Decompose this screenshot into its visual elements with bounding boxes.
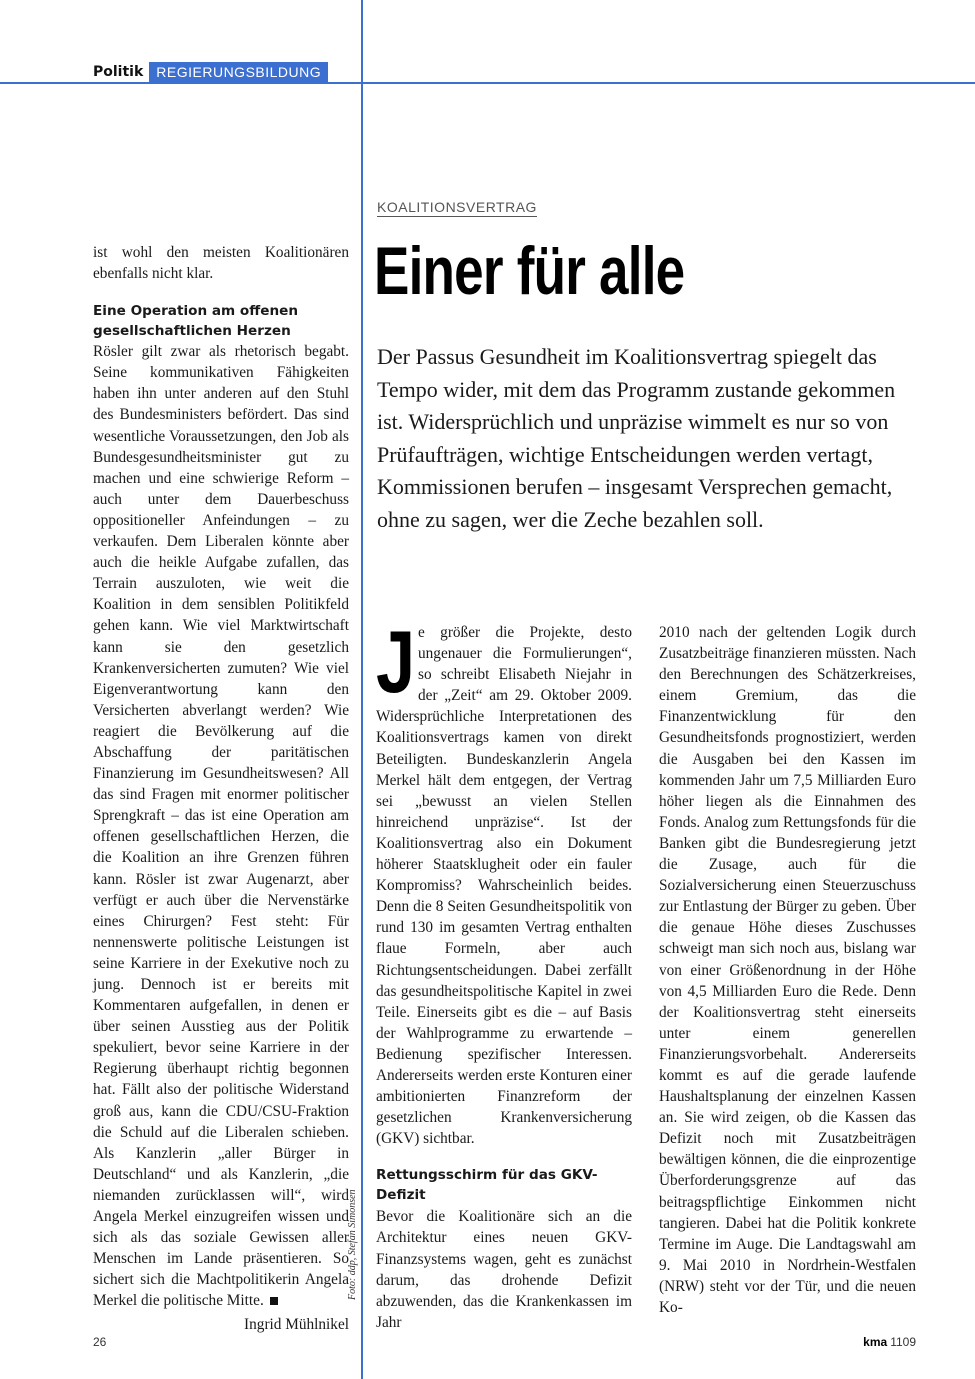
left-body-text: Rösler gilt zwar als rhetorisch begabt. Seine kommunikativen Fähigkeiten haben ihn unter anderen auf den Stuhl des Bundesministers befördert. Das sind wesentliche Voraussetzungen, den Job als Bundesgesundheitsminister gut zu machen und eine schwierige Reform – auch unter dem Dauerbeschuss oppositioneller Anfeindungen – zu verkaufen. Dem Liberalen könnte aber auch die heikle Aufgabe zufallen, das Terrain auszuloten, wie weit die Koalition in dem sensiblen Politikfeld gehen kann. Wie viel Marktwirtschaft kann sie den gesetzlich Krankenversicherten zumuten? Wie viel Eigenverantwortung kann den Versicherten abverlangt werden? Wie reagiert die Bevölkerung auf die Abschaffung der paritätischen Finanzierung im Gesundheitswesen? All das sind Fragen mit enormer politischer Sprengkraft – das ist eine Operation am offenen gesellschaftlichen Herzen, die die Koalition an ihre Grenzen führen kann. Rösler ist zwar Augenarzt, aber verfügt er auch über die Nervenstärke eines Chirurgen? Fest steht: Für nennenswerte politische Leistungen ist seine Karriere in der Exekutive noch zu jung. Dennoch ist er bereits mit Kommentaren aufgefallen, in denen er über seinen Ausstieg aus der Politik spekuliert, bevor seine Karriere in der Regierung überhaupt richtig begonnen hat. Fällt also der politische Widerstand groß aus, kann die CDU/CSU-Fraktion die Schuld auf die Liberalen schieben. Als Kanzlerin „aller Bürger in Deutschland“ und als Kanzlerin, „die niemanden zurücklassen will“, wird Angela Merkel einzugreifen wissen und sich als das soziale Gewissen aller Menschen im Lande präsentieren. So sichert sich die Machtpolitikerin Angela Merkel die politische Mitte. <box>93 343 349 1310</box>
middle-subhead: Rettungsschirm für das GKV-Defizit <box>376 1167 598 1204</box>
department-label: Politik <box>93 64 144 80</box>
article-lead: Der Passus Gesundheit im Koalitionsvertrag spiegelt das Tempo wider, mit dem das Programm zustande gekommen ist. Widersprüchlich und unpräzise wimmelt es nur so von Prüfaufträgen, wichtige Entscheidungen werden vertagt, Kommissionen berufen – insgesamt Versprechen gemacht, ohne zu sagen, wer die Zeche bezahlen soll. <box>377 344 896 532</box>
article-kicker: KOALITIONSVERTRAG <box>377 199 537 215</box>
page-number: 26 <box>93 1335 107 1349</box>
footer-brand <box>863 1335 916 1349</box>
middle-para1-text: e größer die Projekte, desto ungenauer die Formulierungen“, so schreibt Elisabeth Niejahr in der „Zeit“ am 29. Oktober 2009. Widersprüchliche Interpretationen des Koalitionsvertrags kamen von direkt Beteiligten. Bundeskanzlerin Angela Merkel hält dem entgegen, der Vertrag sei „bewusst an vielen Stellen hinreichend unpräzise“. Ist der Koalitionsvertrag also ein Dokument höherer Staatsklugheit oder ein fauler Kompromiss? Wahrscheinlich beides. Denn die 8 Seiten Gesundheitspolitik von rund 130 im gesamten Vertrag enthalten flaue Formeln, aber auch Richtungsentscheidungen. Dabei zerfällt das gesundheitspolitische Kapitel in zwei Teile. Einerseits gibt es die – auf Basis der Wahlprogramme zu erwartende – Bedienung spezifischer Interessen. Andererseits werden erste Konturen einer ambitionierten Finanzreform der gesetzlichen Krankenversicherung (GKV) sichtbar. <box>376 624 632 1148</box>
middle-para2: Bevor die Koalitionäre sich an die Architektur eines neuen GKV-Finanzsystems wagen, geht es zunächst darum, das drohende Defizit abzuwenden, das die Krankenkassen im Jahr <box>376 1208 632 1331</box>
left-intro: ist wohl den meisten Koalitionären ebenfalls nicht klar. <box>93 244 349 283</box>
topic-label: REGIERUNGSBILDUNG <box>149 62 328 82</box>
section-tag <box>93 62 328 82</box>
left-column <box>93 242 349 1335</box>
left-body <box>93 341 349 1311</box>
middle-column <box>376 612 632 1333</box>
column-divider-line <box>361 0 363 1379</box>
article-headline: Einer für alle <box>374 233 685 309</box>
header-rule <box>0 82 975 84</box>
dropcap: J <box>376 612 416 711</box>
right-body: 2010 nach der geltenden Logik durch Zusatzbeiträge finanzieren müssten. Nach den Berechnungen des Schätzerkreises, einem Gremium, das die Finanzentwicklung für den Gesundheitsfonds prognostiziert, werden die Ausgaben bei den Kassen im kommenden Jahr um 7,5 Milliarden Euro höher liegen als die Einnahmen des Fonds. Analog zum Rettungsfonds für die Banken gibt die Bundesregierung jetzt die Zusage, auch für die Sozialversicherung einen Steuerzuschuss zur Entlastung der Bürger zu geben. Über die genaue Höhe dieses Zuschusses schweigt man sich noch aus, bislang war von einer Größenordnung in der Höhe von 4,5 Milliarden Euro die Rede. Denn der Koalitionsvertrag steht einerseits unter einem generellen Finanzierungsvorbehalt. Andererseits kommt es auf die gerade laufende Haushaltsplanung der einzelnen Kassen an. Sie wird zeigen, ob die Kassen das Defizit noch mit Zusatzbeiträgen bewältigen können, die die einprozentige Überforderungsgrenze auf das beitragspflichtige Einkommen nicht tangieren. Dabei hat die Politik konkrete Termine im Auge. Die Landtagswahl am 9. Mai 2010 in Nordrhein-Westfalen (NRW) steht vor der Tür, und die neuen Ko- <box>659 624 916 1316</box>
right-column <box>659 622 916 1318</box>
photo-credit: Foto: ddp, Stefan Simonsen <box>347 1189 358 1300</box>
issue-number: 1109 <box>890 1335 916 1349</box>
end-mark-icon <box>270 1297 278 1305</box>
author-name: Ingrid Mühlnikel <box>244 1315 349 1333</box>
middle-para1 <box>376 612 632 1149</box>
left-subhead: Eine Operation am offenen gesellschaftlichen Herzen <box>93 303 299 340</box>
brand-logo: kma <box>863 1335 888 1349</box>
